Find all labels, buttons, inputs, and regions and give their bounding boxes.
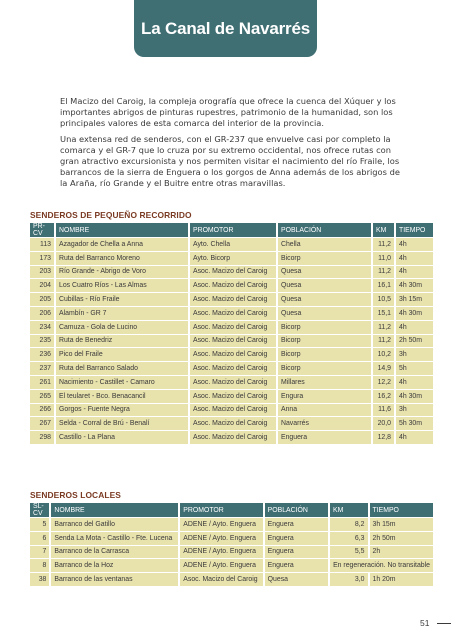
- table-row: [30, 532, 433, 545]
- cell-town: Quesa: [278, 293, 373, 306]
- col-header-time: TIEMPO: [396, 223, 433, 237]
- cell-code: 205: [30, 293, 56, 306]
- cell-time: 4h 30m: [396, 307, 433, 320]
- cell-town: Enguera: [278, 431, 373, 444]
- intro-text: [60, 96, 400, 194]
- table-row: [30, 559, 433, 572]
- table-row: [30, 376, 433, 389]
- cell-km: 15,1: [373, 307, 396, 320]
- cell-code: 173: [30, 252, 56, 265]
- table-row: [30, 238, 433, 251]
- cell-promoter: Asoc. Macizo del Caroig: [190, 307, 278, 320]
- page-number: 51: [420, 618, 430, 628]
- cell-code: 204: [30, 279, 56, 292]
- cell-time: 3h 15m: [370, 518, 434, 531]
- cell-km: 14,9: [373, 362, 396, 375]
- cell-name: Azagador de Chella a Anna: [56, 238, 190, 251]
- cell-km: 11,2: [373, 266, 396, 279]
- cell-km: 10,5: [373, 293, 396, 306]
- cell-town: Enguera: [265, 559, 330, 572]
- cell-promoter: Asoc. Macizo del Caroig: [190, 266, 278, 279]
- sl-table-body: [30, 518, 433, 586]
- page-title: La Canal de Navarrés: [141, 18, 310, 38]
- cell-km: 6,3: [330, 532, 369, 545]
- cell-km: 12,8: [373, 431, 396, 444]
- table-row: [30, 348, 433, 361]
- cell-km: 11,0: [373, 252, 396, 265]
- cell-time: 3h 15m: [396, 293, 433, 306]
- sl-section-title: SENDEROS LOCALES: [30, 490, 121, 500]
- cell-name: Ruta del Barranco Salado: [56, 362, 190, 375]
- cell-town: Enguera: [265, 546, 330, 559]
- cell-time: 4h 30m: [396, 390, 433, 403]
- cell-code: 206: [30, 307, 56, 320]
- cell-code: 6: [30, 532, 51, 545]
- cell-km: 16,2: [373, 390, 396, 403]
- cell-time: 4h: [396, 266, 433, 279]
- cell-town: Engura: [278, 390, 373, 403]
- table-row: [30, 307, 433, 320]
- cell-time: 1h 20m: [370, 573, 434, 586]
- cell-promoter: Asoc. Macizo del Caroig: [190, 417, 278, 430]
- cell-status-note: En regeneración. No transitable: [330, 559, 433, 572]
- cell-time: 2h 50m: [396, 335, 433, 348]
- cell-name: Barranco de la Hoz: [51, 559, 180, 572]
- cell-town: Enguera: [265, 532, 330, 545]
- cell-name: Pico del Fraile: [56, 348, 190, 361]
- title-banner: [134, 0, 317, 57]
- table-row: [30, 573, 433, 586]
- cell-promoter: Asoc. Macizo del Caroig: [190, 404, 278, 417]
- col-header-km: KM: [373, 223, 396, 237]
- cell-code: 38: [30, 573, 51, 586]
- cell-town: Quesa: [265, 573, 330, 586]
- col-header-town: POBLACIÓN: [265, 503, 330, 517]
- pr-section-title: SENDEROS DE PEQUEÑO RECORRIDO: [30, 210, 192, 220]
- cell-town: Bicorp: [278, 348, 373, 361]
- cell-time: 4h: [396, 238, 433, 251]
- cell-name: Barranco de las ventanas: [51, 573, 180, 586]
- cell-name: El teularet - Bco. Benacancil: [56, 390, 190, 403]
- cell-code: 267: [30, 417, 56, 430]
- table-header-row: [30, 223, 433, 237]
- cell-town: Quesa: [278, 266, 373, 279]
- cell-town: Bicorp: [278, 362, 373, 375]
- cell-code: 5: [30, 518, 51, 531]
- cell-town: Bicorp: [278, 335, 373, 348]
- cell-promoter: ADENE / Ayto. Enguera: [180, 559, 264, 572]
- cell-time: 4h: [396, 376, 433, 389]
- cell-town: Bicorp: [278, 321, 373, 334]
- cell-km: 10,2: [373, 348, 396, 361]
- cell-time: 3h: [396, 404, 433, 417]
- table-row: [30, 279, 433, 292]
- cell-time: 4h: [396, 252, 433, 265]
- cell-promoter: Asoc. Macizo del Caroig: [190, 293, 278, 306]
- cell-code: 7: [30, 546, 51, 559]
- cell-town: Millares: [278, 376, 373, 389]
- cell-promoter: Asoc. Macizo del Caroig: [190, 348, 278, 361]
- cell-km: 3,0: [330, 573, 369, 586]
- col-header-promoter: PROMOTOR: [180, 503, 264, 517]
- cell-code: 113: [30, 238, 56, 251]
- cell-time: 4h: [396, 431, 433, 444]
- intro-paragraph: Una extensa red de senderos, con el GR-237 que envuelve casi por completo la comarca y el GR-7 que lo cruza por su extremo occidental, nos ofrece rutas con gran atractivo excursionista y nos permiten visitar el nacimiento del río Fraile, los barrancos de la sierra de Enguera o los gorgos de Anna además de los abrigos de la Araña, río Grande y el Buitre entre otras maravillas.: [60, 134, 400, 188]
- cell-town: Anna: [278, 404, 373, 417]
- col-header-town: POBLACIÓN: [278, 223, 373, 237]
- cell-time: 2h: [370, 546, 434, 559]
- table-row: [30, 390, 433, 403]
- cell-name: Alambín - GR 7: [56, 307, 190, 320]
- cell-name: Ruta del Barranco Moreno: [56, 252, 190, 265]
- cell-promoter: Asoc. Macizo del Caroig: [190, 376, 278, 389]
- table-row: [30, 417, 433, 430]
- cell-town: Quesa: [278, 307, 373, 320]
- col-header-time: TIEMPO: [370, 503, 434, 517]
- cell-time: 2h 50m: [370, 532, 434, 545]
- cell-town: Navarrés: [278, 417, 373, 430]
- col-header-name: NOMBRE: [51, 503, 180, 517]
- cell-promoter: Asoc. Macizo del Caroig: [180, 573, 264, 586]
- cell-name: Gorgos - Fuente Negra: [56, 404, 190, 417]
- table-row: [30, 321, 433, 334]
- col-header-km: KM: [330, 503, 369, 517]
- col-header-code: PR-CV: [30, 223, 56, 237]
- table-row: [30, 404, 433, 417]
- cell-code: 265: [30, 390, 56, 403]
- cell-code: 237: [30, 362, 56, 375]
- cell-name: Barranco del Gatillo: [51, 518, 180, 531]
- cell-km: 11,6: [373, 404, 396, 417]
- table-row: [30, 252, 433, 265]
- cell-km: 5,5: [330, 546, 369, 559]
- table-row: [30, 266, 433, 279]
- cell-km: 11,2: [373, 335, 396, 348]
- cell-name: Senda La Mota - Castillo - Fte. Lucena: [51, 532, 180, 545]
- cell-name: Selda - Corral de Brú - Benalí: [56, 417, 190, 430]
- cell-time: 5h: [396, 362, 433, 375]
- cell-promoter: Asoc. Macizo del Caroig: [190, 362, 278, 375]
- cell-km: 16,1: [373, 279, 396, 292]
- table-row: [30, 518, 433, 531]
- cell-promoter: Asoc. Macizo del Caroig: [190, 335, 278, 348]
- cell-promoter: Asoc. Macizo del Caroig: [190, 321, 278, 334]
- cell-name: Camuza - Gola de Lucino: [56, 321, 190, 334]
- cell-code: 236: [30, 348, 56, 361]
- cell-km: 11,2: [373, 238, 396, 251]
- cell-name: Nacimiento - Castillet - Camaro: [56, 376, 190, 389]
- page-number-rule: [437, 623, 451, 624]
- cell-town: Bicorp: [278, 252, 373, 265]
- pr-table-body: [30, 238, 433, 444]
- cell-town: Enguera: [265, 518, 330, 531]
- cell-promoter: Asoc. Macizo del Caroig: [190, 279, 278, 292]
- cell-km: 11,2: [373, 321, 396, 334]
- cell-km: 20,0: [373, 417, 396, 430]
- table-row: [30, 431, 433, 444]
- cell-promoter: Asoc. Macizo del Caroig: [190, 390, 278, 403]
- sl-routes-table: [30, 502, 433, 587]
- table-row: [30, 362, 433, 375]
- cell-promoter: ADENE / Ayto. Enguera: [180, 546, 264, 559]
- cell-town: Chella: [278, 238, 373, 251]
- cell-code: 266: [30, 404, 56, 417]
- pr-routes-table: [30, 222, 433, 445]
- table-row: [30, 293, 433, 306]
- cell-code: 235: [30, 335, 56, 348]
- cell-name: Ruta de Benedriz: [56, 335, 190, 348]
- cell-promoter: ADENE / Ayto. Enguera: [180, 518, 264, 531]
- cell-code: 8: [30, 559, 51, 572]
- cell-promoter: Ayto. Bicorp: [190, 252, 278, 265]
- table-row: [30, 546, 433, 559]
- cell-name: Los Cuatro Ríos - Las Almas: [56, 279, 190, 292]
- cell-name: Río Grande - Abrigo de Voro: [56, 266, 190, 279]
- cell-name: Castillo - La Plana: [56, 431, 190, 444]
- cell-code: 261: [30, 376, 56, 389]
- intro-paragraph: El Macizo del Caroig, la compleja orografía que ofrece la cuenca del Xúquer y los importantes abrigos de pinturas rupestres, patrimonio de la humanidad, son los principales valores de esta comarca del interior de la provincia.: [60, 96, 396, 128]
- table-row: [30, 335, 433, 348]
- cell-time: 3h: [396, 348, 433, 361]
- cell-promoter: ADENE / Ayto. Enguera: [180, 532, 264, 545]
- col-header-name: NOMBRE: [56, 223, 190, 237]
- cell-km: 12,2: [373, 376, 396, 389]
- cell-code: 298: [30, 431, 56, 444]
- table-header-row: [30, 503, 433, 517]
- cell-time: 4h 30m: [396, 279, 433, 292]
- cell-time: 4h: [396, 321, 433, 334]
- cell-code: 203: [30, 266, 56, 279]
- cell-km: 8,2: [330, 518, 369, 531]
- cell-time: 5h 30m: [396, 417, 433, 430]
- cell-name: Barranco de la Carrasca: [51, 546, 180, 559]
- col-header-code: SL-CV: [30, 503, 51, 517]
- cell-town: Quesa: [278, 279, 373, 292]
- col-header-promoter: PROMOTOR: [190, 223, 278, 237]
- cell-promoter: Ayto. Chella: [190, 238, 278, 251]
- cell-code: 234: [30, 321, 56, 334]
- cell-promoter: Asoc. Macizo del Caroig: [190, 431, 278, 444]
- cell-name: Cubillas - Río Fraile: [56, 293, 190, 306]
